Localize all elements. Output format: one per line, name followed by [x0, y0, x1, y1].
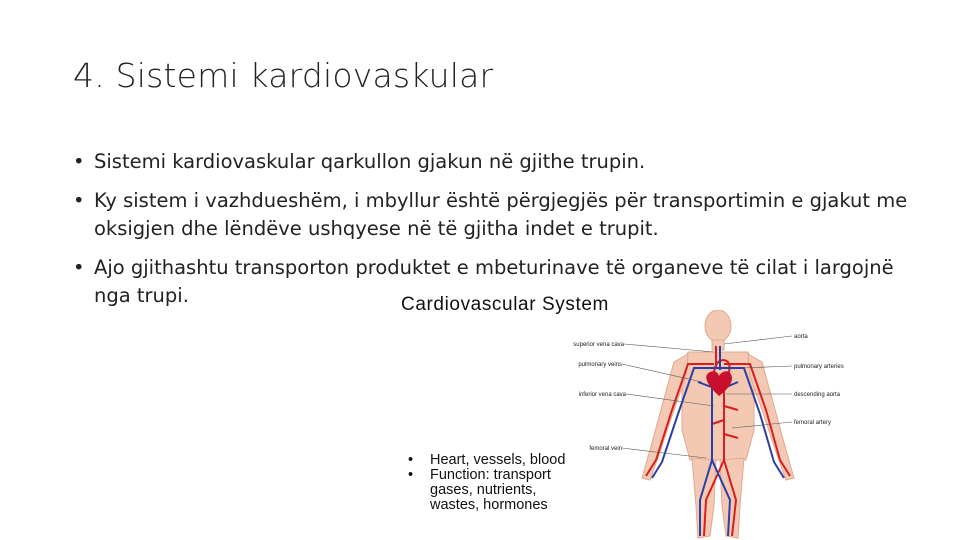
label-femoral-artery: femoral artery	[794, 420, 832, 426]
labels-left	[573, 342, 626, 452]
figure-note	[408, 453, 565, 468]
label-pulmonary-arteries: pulmonary arteries	[794, 364, 844, 370]
bullet-marker: •	[73, 256, 85, 279]
bullet-text: Ajo gjithashtu transporton produktet e mbeturinave të organeve të cilat i largojnë nga trupi.	[94, 256, 894, 307]
label-superior-vena-cava: superior vena cava	[573, 342, 624, 348]
bullet-item	[72, 148, 912, 176]
cardiovascular-diagram	[538, 310, 898, 540]
label-aorta: aorta	[794, 334, 808, 340]
figure-note	[408, 468, 565, 483]
label-inferior-vena-cava: inferior vena cava	[578, 392, 626, 398]
note-marker: •	[408, 452, 414, 468]
note-text: gases, nutrients,	[430, 482, 537, 498]
label-descending-aorta: descending aorta	[794, 392, 841, 398]
label-femoral-vein: femoral vein	[589, 446, 622, 452]
slide-title: 4. Sistemi kardiovaskular	[73, 56, 494, 95]
note-text: Function: transport	[430, 467, 551, 483]
figure-note-continued	[408, 483, 565, 498]
figure-title: Cardiovascular System	[401, 294, 609, 315]
bullet-text: Ky sistem i vazhdueshëm, i mbyllur është përgjegjës për transportimin e gjakut me oksigjen dhe lëndëve ushqyese në të gjitha indet e trupit.	[94, 189, 908, 240]
cardiovascular-figure	[398, 290, 898, 540]
figure-note-continued	[408, 498, 565, 513]
labels-right	[794, 334, 844, 426]
note-text: wastes, hormones	[430, 497, 548, 513]
bullet-marker: •	[73, 150, 85, 173]
bullet-item	[72, 187, 912, 243]
figure-notes	[408, 453, 565, 513]
label-pulmonary-veins: pulmonary veins	[578, 362, 622, 368]
bullet-marker: •	[73, 189, 85, 212]
note-marker: •	[408, 467, 414, 483]
note-text: Heart, vessels, blood	[430, 452, 566, 468]
bullet-text: Sistemi kardiovaskular qarkullon gjakun në gjithe trupin.	[94, 150, 646, 173]
